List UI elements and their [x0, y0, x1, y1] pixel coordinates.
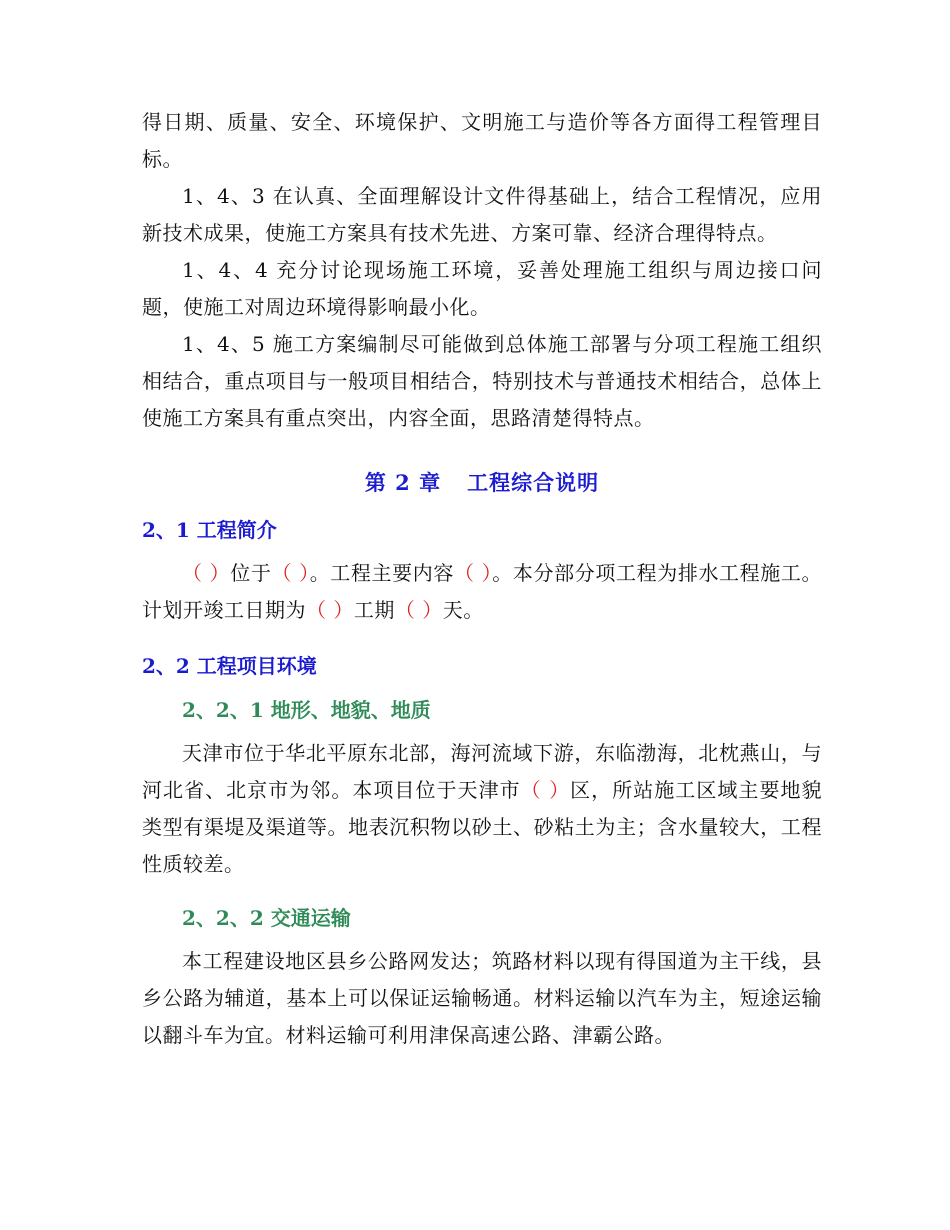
blank-placeholder: （ ） — [306, 598, 354, 622]
blank-placeholder: （ ） — [520, 778, 571, 802]
paragraph-1-4-5: 1、4、5 施工方案编制尽可能做到总体施工部署与分项工程施工组织相结合，重点项目与一般项目相结合，特别技术与普通技术相结合，总体上使施工方案具有重点突出，内容全面，思路清楚得特点。 — [142, 332, 822, 430]
paragraph-terrain — [142, 735, 822, 883]
paragraph-transport: 本工程建设地区县乡公路网发达；筑路材料以现有得国道为主干线，县乡公路为辅道，基本上可以保证运输畅通。材料运输以汽车为主，短途运输以翻斗车为宜。材料运输可利用津保高速公路、津霸公路。 — [142, 949, 822, 1047]
paragraph-1-4-3: 1、4、3 在认真、全面理解设计文件得基础上，结合工程情况，应用新技术成果，使施工方案具有技术先进、方案可靠、经济合理得特点。 — [142, 184, 822, 245]
document-page — [142, 104, 822, 1054]
text-fragment: 天。 — [442, 598, 484, 622]
text-fragment: 天津市位于华北平原东北部，海河流域下游，东临渤海，北枕燕山，与河北省、北京市为邻。本项目位于天津市 — [142, 741, 822, 802]
text-fragment: 。工程主要内容 — [309, 561, 455, 585]
section-heading-2-2: 2、2 工程项目环境 — [142, 654, 317, 678]
blank-placeholder: （ ） — [182, 561, 231, 585]
chapter-title: 工程综合说明 — [467, 470, 600, 495]
section-heading-2-1: 2、1 工程简介 — [142, 518, 277, 542]
subsection-heading-2-2-2: 2、2、2 交通运输 — [182, 906, 351, 930]
text-fragment: 工期 — [353, 598, 395, 622]
blank-placeholder: （ ） — [454, 561, 493, 585]
blank-placeholder: （ ） — [271, 561, 310, 585]
chapter-heading — [142, 463, 822, 503]
text-fragment: 位于 — [230, 561, 272, 585]
subsection-heading-2-2-1: 2、2、1 地形、地貌、地质 — [182, 698, 431, 722]
chapter-number: 第 2 章 — [364, 470, 442, 495]
paragraph-1-4-4: 1、4、4 充分讨论现场施工环境，妥善处理施工组织与周边接口问题，使施工对周边环境得影响最小化。 — [142, 258, 822, 319]
text-fragment: 。本分部分项工程为排水工程施工。计划开竣工日期为 — [142, 561, 823, 622]
blank-placeholder: （ ） — [394, 598, 443, 622]
text-fragment: 区，所站施工区域主要地貌类型有渠堤及渠道等。地表沉积物以砂土、砂粘土为主；含水量较大，工程性质较差。 — [142, 778, 823, 876]
paragraph-continued: 得日期、质量、安全、环境保护、文明施工与造价等各方面得工程管理目标。 — [142, 110, 822, 171]
paragraph-project-intro — [142, 555, 822, 629]
